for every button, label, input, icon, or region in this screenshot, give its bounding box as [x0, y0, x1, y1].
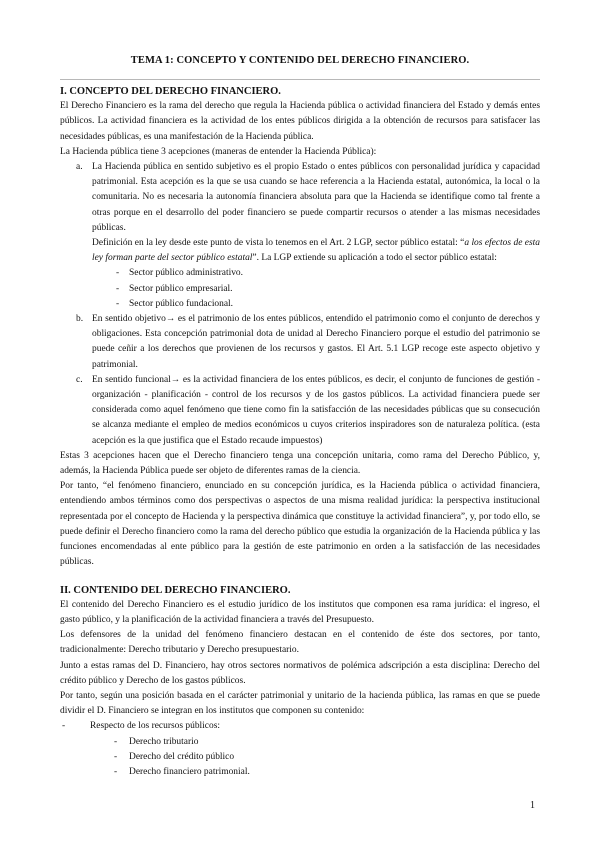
sublist-item: - Sector público empresarial.: [116, 283, 233, 294]
sublist-item: - Derecho del crédito público: [114, 751, 235, 762]
list-item-a-definition: Definición en la ley desde este punto de vista lo tenemos en el Art. 2 LGP, sector público estatal: “a los efectos de esta ley forman parte del sector público estatal”. La LGP extiende su aplicación a todo el sector público estatal:: [92, 238, 540, 264]
list-item-c-text: En sentido funcional→ es la actividad financiera de los entes públicos, es decir, el conjunto de funciones de gestión - organización - planificación - control de los recursos y de los gastos públicos. La actividad financiera puede ser considerada como aquel fenómeno que tiene como fin la satisfacción de las necesidades públicas que su consecución se alcanza mediante el empleo de medios económicos u cuyos criterios inspiradores son de naturaleza política. (esta acepción es la que justifica que el Estado recaude impuestos): [92, 374, 540, 446]
section-1-paragraph-3: Estas 3 acepciones hacen que el Derecho financiero tenga una concepción unitaria, como rama del Derecho Público, y, además, la Hacienda Pública puede ser objeto de diferentes ramas de la ciencia.: [60, 450, 540, 477]
list-item-a: [60, 160, 540, 266]
section-1-heading: I. CONCEPTO DEL DERECHO FINANCIERO.: [60, 86, 281, 97]
legal-quote: a los efectos de esta ley forman parte del sector público estatal: [92, 238, 540, 264]
sublist-item: - Derecho financiero patrimonial.: [114, 766, 250, 777]
sublist-item: - Derecho tributario: [114, 736, 199, 747]
title-divider: [60, 79, 540, 80]
sublist-item: - Sector público administrativo.: [116, 268, 244, 279]
section-1-paragraph-1: El Derecho Financiero es la rama del derecho que regula la Hacienda pública o actividad financiera del Estado y demás entes públicos. La actividad financiera es la actividad de los entes públicos dirigida a la obtención de recursos para satisfacer las necesidades públicas, es una manifestación de la Hacienda pública.: [60, 101, 540, 142]
sublist-item: - Sector público fundacional.: [116, 298, 234, 309]
section-2-paragraph-1: El contenido del Derecho Financiero es el estudio jurídico de los institutos que componen esa rama jurídica: el ingreso, el gasto público, y la planificación de la actividad financiera a través del Presupuesto.: [60, 599, 540, 625]
section-2-paragraph-4: Por tanto, según una posición basada en el carácter patrimonial y unitario de la hacienda pública, las ramas en que se puede dividir el D. Financiero se integran en los institutos que componen su contenido:: [60, 690, 540, 717]
list-item-b-text: En sentido objetivo→ es el patrimonio de los entes públicos, entendido el patrimonio como el conjunto de derechos y obligaciones. Esta concepción patrimonial dota de unidad al Derecho Financiero porque el estudio del patrimonio se puede ceñir a los derechos que provienen de los recursos y gastos. El Art. 5.1 LGP recoge este aspecto objetivo y patrimonial.: [92, 314, 540, 370]
document-title: TEMA 1: CONCEPTO Y CONTENIDO DEL DERECHO FINANCIERO.: [130, 55, 470, 66]
section-2-paragraph-2: Los defensores de la unidad del fenómeno financiero destacan en el contenido de éste dos sectores, por tanto, tradicionalmente: Derecho tributario y Derecho presupuestario.: [60, 630, 540, 656]
list-item-c: [60, 373, 540, 449]
document-body: [60, 84, 540, 780]
section-2-paragraph-3: Junto a estas ramas del D. Financiero, hay otros sectores normativos de polémica adscripción a esta disciplina: Derecho del crédito público y Derecho de los gastos públicos.: [60, 660, 540, 686]
section-2-heading: II. CONTENIDO DEL DERECHO FINANCIERO.: [60, 584, 291, 596]
section-1-paragraph-2: La Hacienda pública tiene 3 acepciones (maneras de entender la Hacienda Pública):: [60, 146, 377, 157]
list-marker-a: a.: [76, 162, 83, 173]
list-marker-c: c.: [76, 374, 83, 385]
list-item: - Respecto de los recursos públicos:: [62, 721, 221, 732]
list-item-a-text: La Hacienda pública en sentido subjetivo es el propio Estado o entes públicos con personalidad jurídica y capacidad patrimonial. Esta acepción es la que se usa cuando se hace referencia a la Hacienda estatal, autonómica, la local o la comunitaria. No es necesaria la autonomía financiera absoluta para que la Hacienda se identifique como tal frente a otras porque en el desarrollo del poder financiero se puede compartir recursos o atender a las mismas necesidades públicas.: [92, 162, 540, 233]
list-marker-b: b.: [76, 314, 84, 325]
page-number: 1: [530, 800, 535, 811]
section-1-paragraph-4: Por tanto, “el fenómeno financiero, enunciado en su concepción jurídica, es la Hacienda pública o actividad financiera, entendiendo ambos términos como dos perspectivas o aspectos de una misma realidad jurídica: la perspectiva institucional representada por el concepto de Hacienda y la perspectiva dinámica que constituye la actividad financiera”, y, por todo ello, se puede definir el Derecho financiero como la rama del derecho público que estudia la organización de la Hacienda pública y las funciones encomendadas al ente público para la gestión de este patrimonio en orden a la satisfacción de las necesidades públicas.: [60, 481, 540, 568]
list-item-b: [60, 312, 540, 373]
